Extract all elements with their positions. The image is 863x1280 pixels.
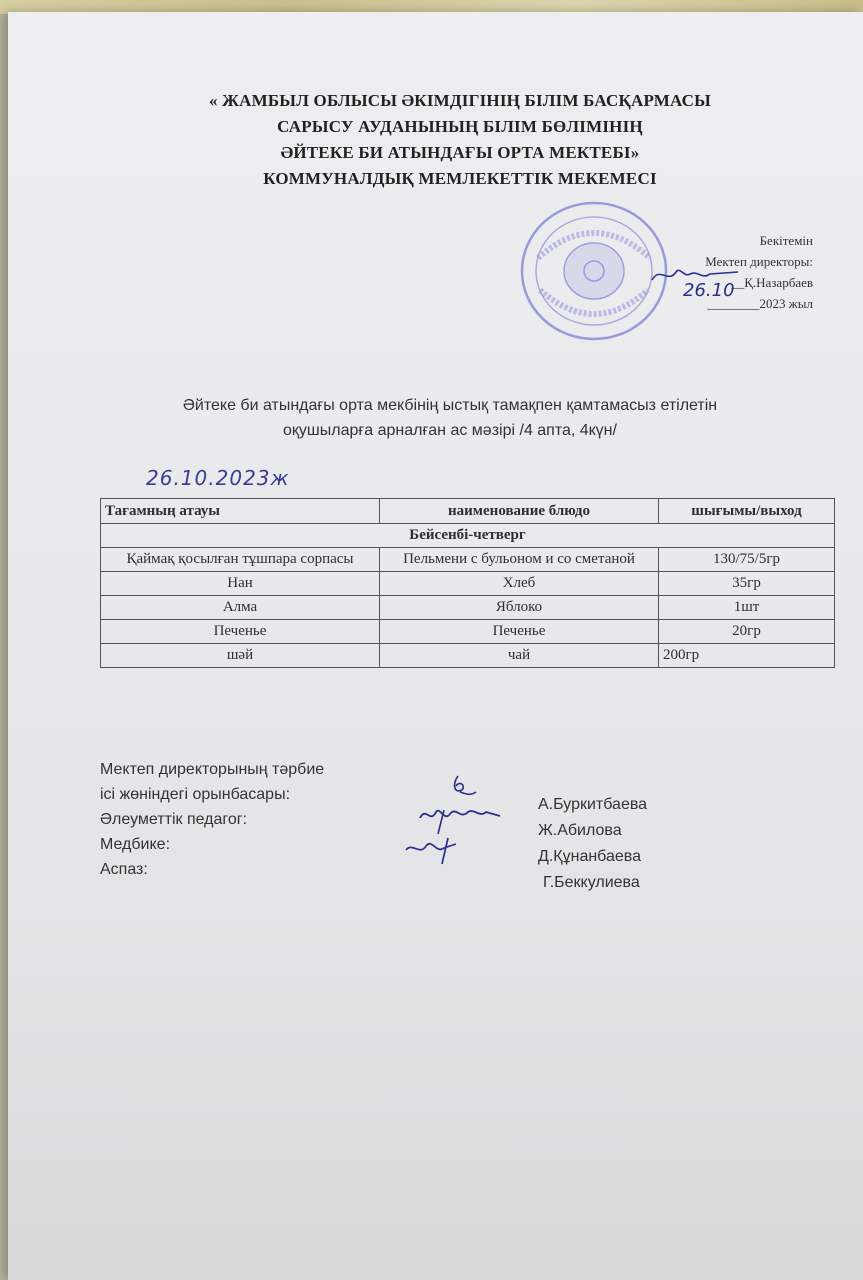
table-row	[101, 572, 835, 596]
signatory-label: Әлеуметтік педагог:	[100, 811, 248, 828]
menu-day-row	[101, 524, 835, 548]
dish-name-ru: Хлеб	[380, 572, 659, 596]
signatory-label: Медбике:	[100, 836, 171, 853]
dish-name-ru: Пельмени с бульоном и со сметаной	[380, 548, 659, 572]
signatory-label: Мектеп директорының тәрбие	[100, 761, 325, 778]
official-stamp-icon	[518, 198, 670, 344]
dish-name-ru: чай	[380, 644, 659, 668]
dish-name-kz: Печенье	[101, 620, 380, 644]
signatory-name: А.Буркитбаева	[538, 796, 648, 813]
header-line-1: « ЖАМБЫЛ ОБЛЫСЫ ӘКІМДІГІНІҢ БІЛІМ БАСҚАРМАСЫ	[208, 91, 712, 110]
dish-name-kz: Нан	[101, 572, 380, 596]
signatory-label: Аспаз:	[100, 861, 148, 878]
approval-date-handwritten: 26.10	[683, 280, 735, 301]
menu-title	[100, 393, 800, 443]
signatory-name: Ж.Абилова	[538, 822, 622, 839]
approval-label: Бекітемін	[759, 233, 813, 248]
dish-name-kz: Алма	[101, 596, 380, 620]
approval-date-suffix: 2023 жыл	[759, 296, 813, 311]
menu-title-line-2: оқушыларға арналған ас мәзірі /4 апта, 4күн/	[283, 422, 617, 439]
table-row	[101, 620, 835, 644]
dish-output: 35гр	[659, 572, 835, 596]
table-row	[101, 548, 835, 572]
menu-table	[100, 498, 835, 668]
header-line-4: КОММУНАЛДЫҚ МЕМЛЕКЕТТІК МЕКЕМЕСІ	[263, 169, 657, 188]
dish-name-ru: Яблоко	[380, 596, 659, 620]
header-line-3: ӘЙТЕКЕ БИ АТЫНДАҒЫ ОРТА МЕКТЕБІ»	[280, 143, 640, 162]
signatory-name: Г.Беккулиева	[543, 874, 640, 891]
signatory-labels	[100, 757, 324, 882]
dish-name-kz: Қаймақ қосылған тұшпара сорпасы	[101, 548, 380, 572]
column-header-kz: Тағамның атауы	[101, 499, 380, 524]
approval-date: ________2023 жыл	[707, 296, 813, 311]
menu-header-row	[101, 499, 835, 524]
document-header	[150, 88, 770, 192]
signatures-icon	[400, 772, 510, 872]
dish-output: 1шт	[659, 596, 835, 620]
header-line-2: САРЫСУ АУДАНЫНЫҢ БІЛІМ БӨЛІМІНІҢ	[277, 117, 643, 136]
column-header-ru: наименование блюдо	[380, 499, 659, 524]
signatory-label: ісі жөніндегі орынбасары:	[100, 786, 291, 803]
dish-output: 130/75/5гр	[659, 548, 835, 572]
column-header-output: шығымы/выход	[659, 499, 835, 524]
menu-date-handwritten: 26.10.2023ж	[146, 466, 290, 490]
approval-director: __Қ.Назарбаев	[731, 275, 813, 290]
table-row	[101, 596, 835, 620]
dish-output: 20гр	[659, 620, 835, 644]
signatory-name: Д.Құнанбаева	[538, 848, 641, 865]
approval-position: Мектеп директоры:	[705, 254, 813, 269]
signatory-names	[538, 792, 647, 896]
table-row	[101, 644, 835, 668]
menu-day: Бейсенбі-четверг	[101, 524, 835, 548]
dish-name-ru: Печенье	[380, 620, 659, 644]
menu-title-line-1: Әйтеке би атындағы орта мекбінің ыстық тамақпен қамтамасыз етілетін	[182, 397, 718, 414]
dish-name-kz: шәй	[101, 644, 380, 668]
dish-output: 200гр	[659, 644, 835, 668]
